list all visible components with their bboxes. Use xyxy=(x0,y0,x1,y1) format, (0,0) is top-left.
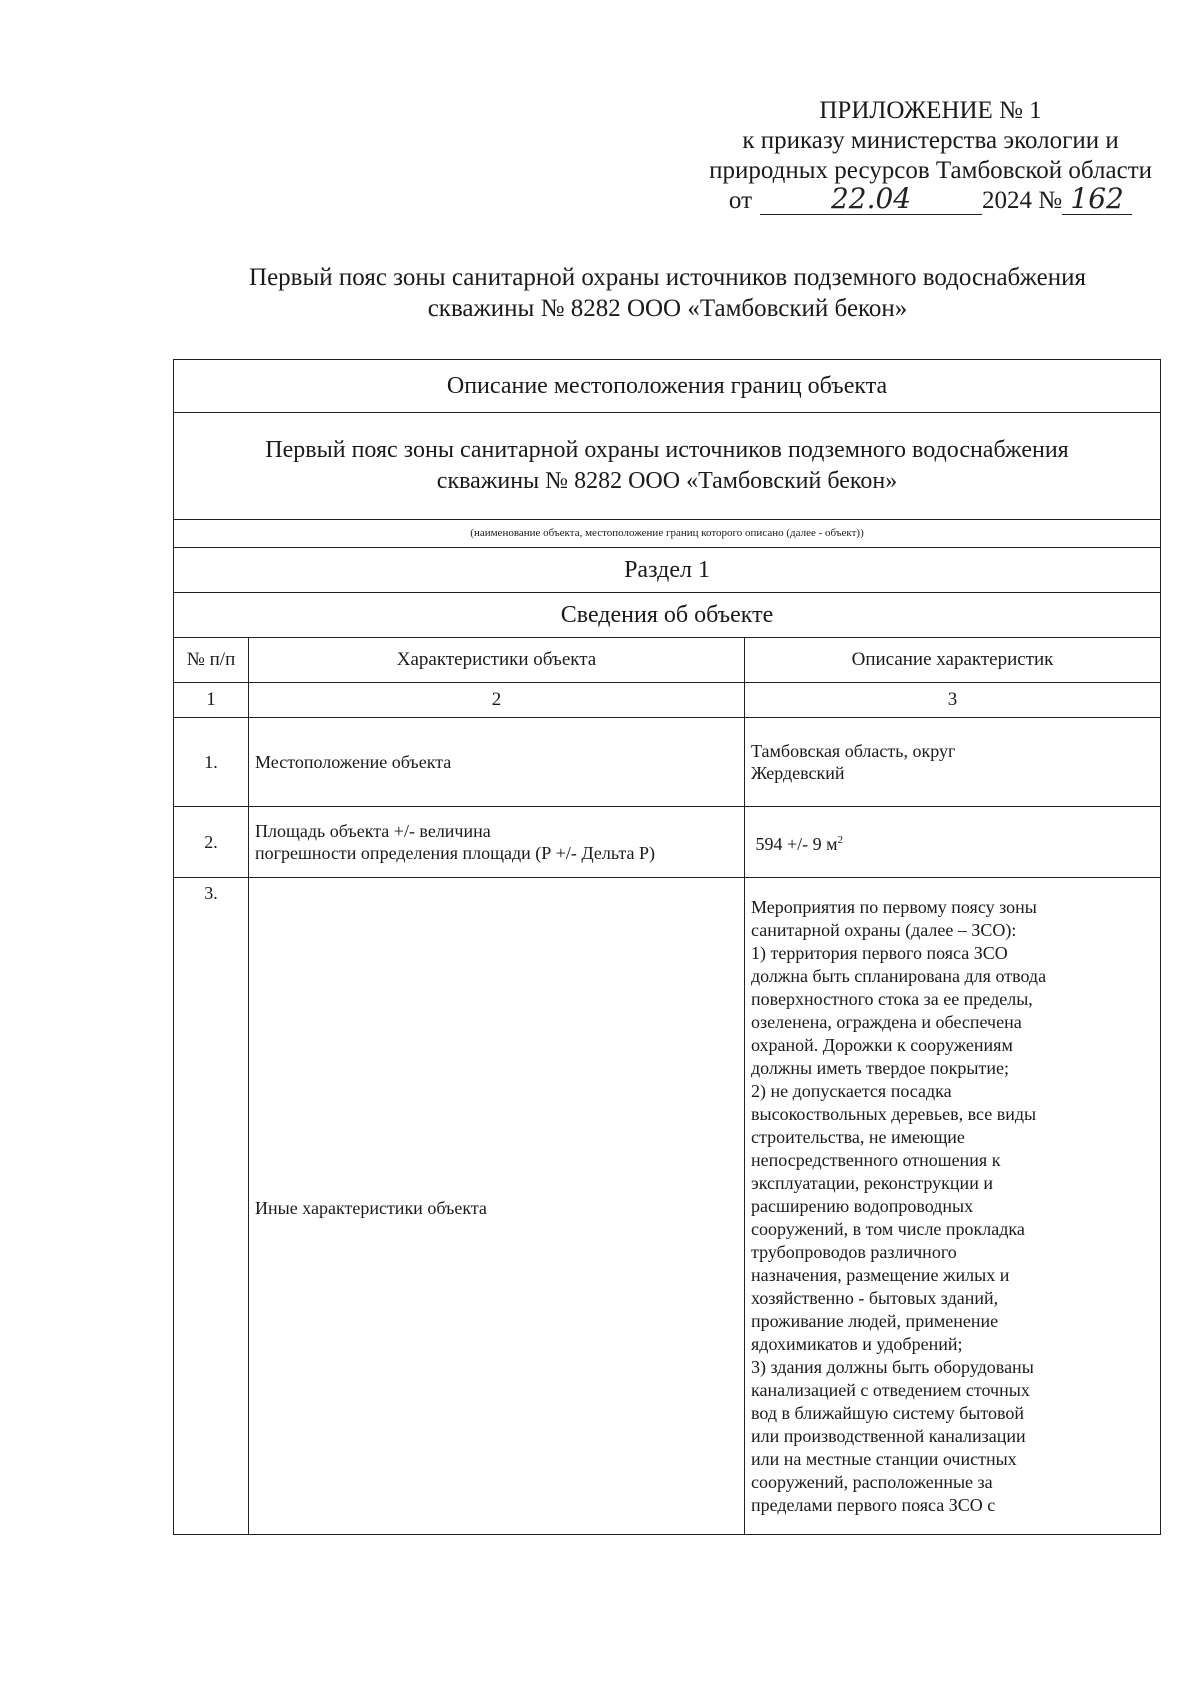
boundary-description-table xyxy=(173,359,1161,1535)
table-row xyxy=(174,807,1161,878)
description-line: 2) не допускается посадка xyxy=(751,1080,952,1101)
description-line: 1) территория первого пояса ЗСО xyxy=(751,942,1008,963)
description-line: эксплуатации, реконструкции и xyxy=(751,1172,993,1193)
appendix-order-line-2: природных ресурсов Тамбовской области xyxy=(709,157,1152,184)
description-line: вод в ближайшую систему бытовой xyxy=(751,1402,1024,1423)
measures-description xyxy=(751,896,1154,1517)
section-row xyxy=(174,548,1161,593)
description-line: сооружений, расположенные за xyxy=(751,1471,993,1492)
document-title-line-1: Первый пояс зоны санитарной охраны источников подземного водоснабжения xyxy=(249,264,1086,291)
description-line: назначения, размещение жилых и xyxy=(751,1264,1010,1285)
from-label: от xyxy=(728,187,753,214)
section-label: Раздел 1 xyxy=(174,548,1161,593)
order-year-label: 2024 № xyxy=(982,187,1063,214)
table-heading: Описание местоположения границ объекта xyxy=(174,360,1161,413)
section-title-row xyxy=(174,593,1161,638)
description-line: сооружений, в том числе прокладка xyxy=(751,1218,1025,1239)
table-row xyxy=(174,878,1161,1535)
description-line: канализацией с отведением сточных xyxy=(751,1379,1030,1400)
row-description-line-2: Жердевский xyxy=(751,763,845,783)
description-line: проживание людей, применение xyxy=(751,1310,999,1331)
order-number-handwritten: 162 xyxy=(1070,182,1124,215)
order-date-field xyxy=(760,182,982,215)
column-number-3: 3 xyxy=(745,683,1161,718)
description-line: Мероприятия по первому поясу зоны xyxy=(751,896,1037,917)
area-unit-exponent: 2 xyxy=(837,834,844,846)
description-line: расширению водопроводных xyxy=(751,1195,974,1216)
row-characteristic xyxy=(249,807,745,878)
row-characteristic-line-2: погрешности определения площади (Р +/- Дельта Р) xyxy=(255,843,655,863)
order-date-handwritten: 22.04 xyxy=(830,182,912,215)
description-line: или на местные станции очистных xyxy=(751,1448,1017,1469)
object-name-line-2: скважины № 8282 ООО «Тамбовский бекон» xyxy=(436,468,898,494)
appendix-header xyxy=(709,96,1152,216)
order-date-line xyxy=(709,182,1152,216)
table-heading-row xyxy=(174,360,1161,413)
object-hint: (наименование объекта, местоположение границ которого описано (далее - объект)) xyxy=(174,520,1161,548)
appendix-order-line-1: к приказу министерства экологии и xyxy=(742,127,1119,154)
row-description xyxy=(745,878,1161,1535)
document-title-line-2: скважины № 8282 ООО «Тамбовский бекон» xyxy=(427,295,908,322)
object-name-line-1: Первый пояс зоны санитарной охраны источников подземного водоснабжения xyxy=(265,437,1069,463)
appendix-title: ПРИЛОЖЕНИЕ № 1 xyxy=(819,97,1042,124)
column-header-row xyxy=(174,638,1161,683)
description-line: озеленена, ограждена и обеспечена xyxy=(751,1011,1022,1032)
description-line: охраной. Дорожки к сооружениям xyxy=(751,1034,1013,1055)
description-line: высокоствольных деревьев, все виды xyxy=(751,1103,1037,1124)
row-number: 1. xyxy=(174,718,249,807)
row-characteristic-line-1: Площадь объекта +/- величина xyxy=(255,821,491,841)
description-line: хозяйственно - бытовых зданий, xyxy=(751,1287,999,1308)
order-number-field xyxy=(1062,182,1132,215)
row-description xyxy=(745,718,1161,807)
row-description-line-1: Тамбовская область, округ xyxy=(751,741,956,761)
column-header-num: № п/п xyxy=(174,638,249,683)
description-line: пределами первого пояса ЗСО с xyxy=(751,1494,996,1515)
description-line: должна быть спланирована для отвода xyxy=(751,965,1047,986)
description-line: трубопроводов различного xyxy=(751,1241,957,1262)
column-number-row xyxy=(174,683,1161,718)
description-line: поверхностного стока за ее пределы, xyxy=(751,988,1033,1009)
row-number: 3. xyxy=(174,878,249,1535)
object-name xyxy=(174,413,1161,520)
row-characteristic: Местоположение объекта xyxy=(249,718,745,807)
description-line: ядохимикатов и удобрений; xyxy=(751,1333,963,1354)
description-line: строительства, не имеющие xyxy=(751,1126,965,1147)
row-description xyxy=(745,807,1161,878)
row-number: 2. xyxy=(174,807,249,878)
table-row xyxy=(174,718,1161,807)
area-value: 594 +/- 9 м xyxy=(755,834,838,854)
description-line: 3) здания должны быть оборудованы xyxy=(751,1356,1034,1377)
column-number-2: 2 xyxy=(249,683,745,718)
row-characteristic: Иные характеристики объекта xyxy=(249,878,745,1535)
description-line: санитарной охраны (далее – ЗСО): xyxy=(751,919,1017,940)
column-header-characteristic: Характеристики объекта xyxy=(249,638,745,683)
column-header-description: Описание характеристик xyxy=(745,638,1161,683)
document-title xyxy=(175,262,1160,324)
object-name-row xyxy=(174,413,1161,520)
description-line: непосредственного отношения к xyxy=(751,1149,1001,1170)
description-line: или производственной канализации xyxy=(751,1425,1026,1446)
column-number-1: 1 xyxy=(174,683,249,718)
description-line: должны иметь твердое покрытие; xyxy=(751,1057,1009,1078)
section-title: Сведения об объекте xyxy=(174,593,1161,638)
object-hint-row xyxy=(174,520,1161,548)
